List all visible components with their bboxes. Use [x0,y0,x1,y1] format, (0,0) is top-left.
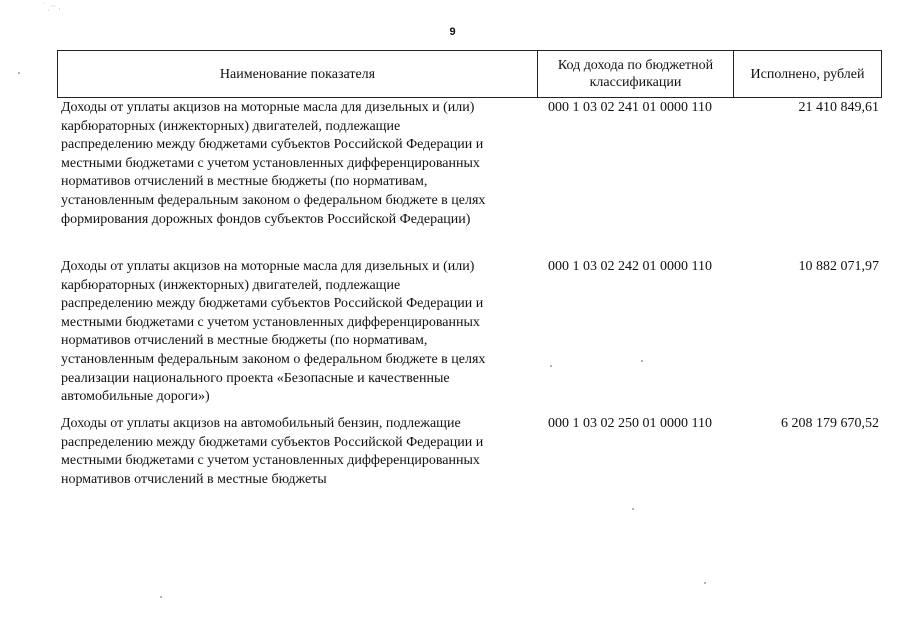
row-description [61,415,539,489]
row-description-line: местными бюджетами с учетом установленных дифференцированных [61,314,480,330]
row-amount: 10 882 071,97 [798,259,879,274]
page-number: 9 [449,26,456,38]
scan-speck [704,582,706,584]
header-code-line2: классификации [589,75,682,90]
scan-speck [641,360,643,362]
row-description-line: нормативов отчислений в местные бюджеты (по нормативам, [61,174,428,190]
scan-speck [18,72,20,74]
header-code-column [538,51,734,97]
row-description-line: автомобильные дороги») [61,389,210,405]
row-description [61,99,539,229]
header-name-column: Наименование показателя [58,51,538,97]
row-description-line: формирования дорожных фондов субъектов Российской Федерации) [61,211,471,227]
row-amount: 21 410 849,61 [798,100,879,115]
scan-speck [632,508,634,510]
scan-speck [550,365,552,367]
row-description-line: местными бюджетами с учетом установленных дифференцированных [61,155,480,171]
header-executed-column: Исполнено, рублей [750,66,865,82]
row-code: 000 1 03 02 250 01 0000 110 [548,416,712,431]
row-description-line: распределению между бюджетами субъектов Российской Федерации и [61,137,484,153]
row-amount: 6 208 179 670,52 [781,416,879,431]
row-description-line: карбюраторных (инжекторных) двигателей, подлежащие [61,118,401,134]
row-description-line: установленным федеральным законом о федеральном бюджете в целях [61,192,486,208]
row-description-line: реализации национального проекта «Безопасные и качественные [61,370,450,386]
row-description-line: нормативов отчислений в местные бюджеты [61,471,327,487]
row-description-line: Доходы от уплаты акцизов на моторные масла для дизельных и (или) [61,100,475,115]
scan-speck [160,596,162,598]
table-header [57,50,882,98]
row-description-line: Доходы от уплаты акцизов на автомобильный бензин, подлежащие [61,416,461,431]
row-description [61,258,539,407]
row-description-line: распределению между бюджетами субъектов Российской Федерации и [61,434,484,450]
row-description-line: местными бюджетами с учетом установленных дифференцированных [61,453,480,469]
row-code: 000 1 03 02 242 01 0000 110 [548,259,712,274]
row-description-line: нормативов отчислений в местные бюджеты (по нормативам, [61,333,428,349]
scan-artifact: ˙ˏ·ᵕ ˌ [42,2,61,11]
row-code: 000 1 03 02 241 01 0000 110 [548,100,712,115]
row-description-line: распределению между бюджетами субъектов Российской Федерации и [61,296,484,312]
row-description-line: карбюраторных (инжекторных) двигателей, подлежащие [61,277,401,293]
row-description-line: Доходы от уплаты акцизов на моторные масла для дизельных и (или) [61,259,475,274]
row-description-line: установленным федеральным законом о федеральном бюджете в целях [61,351,486,367]
header-code-line1: Код дохода по бюджетной [557,58,714,73]
